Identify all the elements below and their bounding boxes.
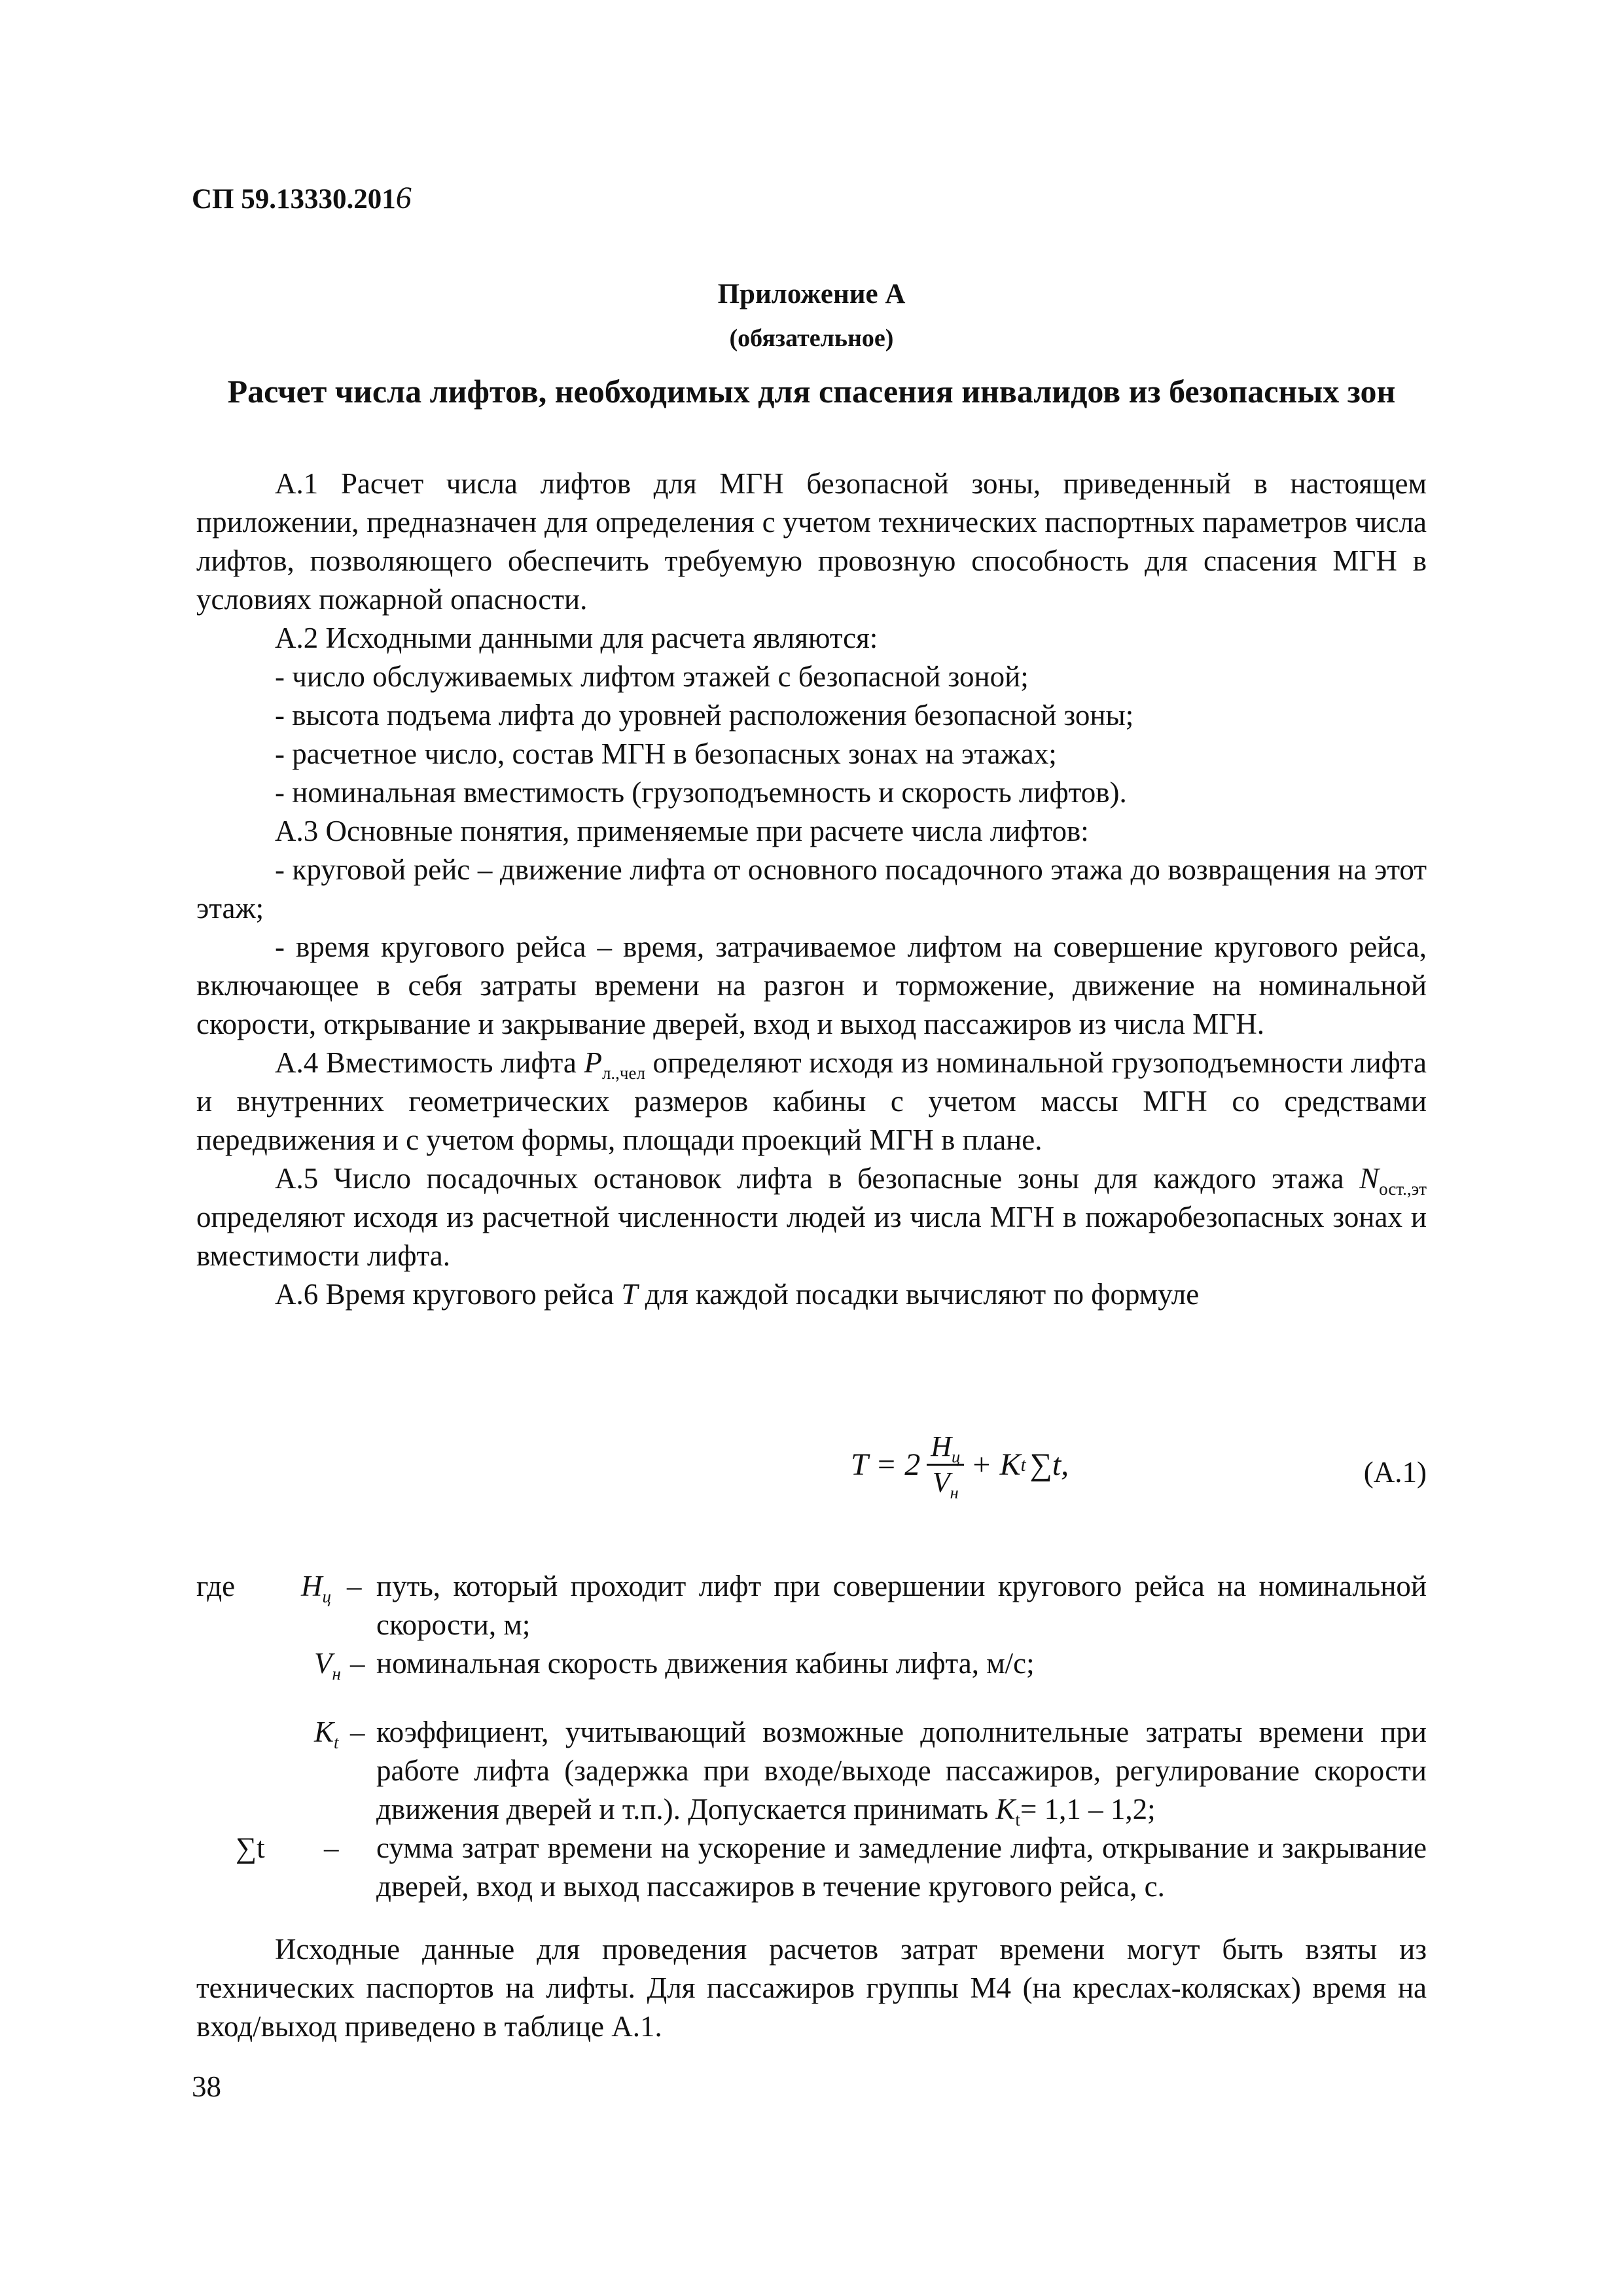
formula-number: (А.1) [1363,1456,1427,1489]
paragraph-a5 [196,1159,1427,1275]
paragraph-a1: А.1 Расчет числа лифтов для МГН безопасной зоны, приведенный в настоящем приложении, предназначен для определения с учетом технических паспортных параметров числа лифтов, позволяющего обеспечить требуемую провозную способность для спасения МГН в условиях пожарной опасности. [196,467,1427,616]
definitions-list [196,1567,1427,1906]
paragraph-a3: А.3 Основные понятия, применяемые при расчете числа лифтов: [275,815,1089,847]
closing-paragraph-block [196,1930,1427,2046]
formula-numerator-symbol: H [931,1430,952,1462]
definition-dash: – [324,1831,339,1864]
appendix-title: Приложение А [717,279,906,309]
spacer [196,1683,1427,1713]
symbol-p: P [584,1046,602,1079]
paragraph-a4 [196,1044,1427,1159]
closing-paragraph: Исходные данные для проведения расчетов затрат времени могут быть взяты из технических паспортов на лифты. Для пассажиров группы М4 (на креслах-колясках) время на вход/выход приведено в таблице А.1. [196,1933,1427,2043]
paragraph-a6 [196,1275,1427,1314]
definition-symbol-subscript: ц [322,1587,331,1606]
definition-dash: – [350,1647,365,1680]
formula-fraction [927,1430,964,1500]
definition-symbol-main: V [314,1647,332,1680]
definition-item [196,1713,1427,1829]
paragraph-a5-start: А.5 Число посадочных остановок лифта в безопасные зоны для каждого этажа [275,1162,1360,1195]
definition-symbol-main: H [301,1570,323,1602]
formula-numerator-subscript: ц [952,1446,961,1466]
formula-rhs: + K [971,1447,1021,1482]
definition-text: сумма затрат времени на ускорение и замедление лифта, открывание и закрывание дверей, вход и выход пассажиров в течение кругового рейса, с. [376,1831,1427,1903]
formula-denominator [929,1466,963,1500]
definition-text: номинальная скорость движения кабины лифта, м/с; [376,1647,1035,1680]
where-label: где [196,1570,236,1602]
paragraph-a6-end: для каждой посадки вычисляют по формуле [637,1278,1200,1311]
document-code-handwritten-digit: 6 [395,181,412,215]
paragraph-a4-start: А.4 Вместимость лифта [275,1046,584,1079]
definition-inline-symbol: K [995,1793,1016,1826]
definition-symbol [301,1567,331,1606]
symbol-n: N [1359,1162,1380,1195]
definition-symbol [314,1644,341,1683]
page-number: 38 [192,2070,221,2103]
definition-dash: – [347,1570,362,1602]
definition-item [196,1567,1427,1644]
paragraph-a6-start: А.6 Время кругового рейса [275,1278,622,1311]
paragraph-a5-end: определяют исходя из расчетной численности людей из числа МГН в пожаробезопасных зонах и вместимости лифта. [196,1201,1427,1272]
formula-lhs: T = 2 [851,1447,921,1482]
formula-denominator-subscript: н [950,1482,959,1502]
definition-symbol [236,1829,265,1867]
definition-text-end: = 1,1 – 1,2; [1020,1793,1156,1826]
list-item: - номинальная вместимость (грузоподъемность и скорость лифтов). [275,776,1127,809]
document-code [192,179,412,219]
list-item: - число обслуживаемых лифтом этажей с безопасной зоной; [275,660,1029,693]
definition-item [196,1644,1427,1683]
definition-text: путь, который проходит лифт при совершении кругового рейса на номинальной скорости, м; [376,1570,1427,1641]
paragraph-a4-end: определяют исходя из номинальной грузоподъемности лифта и внутренних геометрических размеров кабины с учетом массы МГН со средствами передвижения и с учетом формы, площади проекций МГН в плане. [196,1046,1427,1156]
definition-symbol-subscript: t [334,1733,339,1752]
definition-symbol-subscript: н [332,1664,341,1684]
formula-expression: T = 2 $\frac{H_ц}{V_н}$ + K t ∑t, [851,1430,1069,1502]
list-item: - высота подъема лифта до уровней расположения безопасной зоны; [275,699,1134,732]
definition-symbol-main: K [314,1716,334,1748]
formula-tail: ∑t, [1029,1447,1069,1482]
section-heading: Расчет числа лифтов, необходимых для спасения инвалидов из безопасных зон [227,373,1396,410]
list-item: - круговой рейс – движение лифта от основного посадочного этажа до возвращения на этот этаж; [196,853,1427,925]
definition-dash: – [350,1716,365,1748]
list-item: - расчетное число, состав МГН в безопасных зонах на этажах; [275,737,1057,770]
definition-symbol-main: ∑t [236,1831,265,1864]
body-text [196,465,1427,1314]
definition-inline-subscript: t [1015,1810,1020,1829]
appendix-subtitle: (обязательное) [729,325,894,352]
document-code-text: СП 59.13330.201 [192,184,396,215]
definition-symbol [314,1713,339,1752]
formula-numerator [927,1430,964,1466]
definition-item [196,1829,1427,1906]
formula-a1 [196,1417,1427,1521]
list-item: - время кругового рейса – время, затрачиваемое лифтом на совершение кругового рейса, включающее в себя затраты времени на разгон и торможение, движение на номинальной скорости, открывание и закрывание дверей, вход и выход пассажиров из числа МГН. [196,930,1427,1040]
symbol-t: T [621,1278,638,1311]
definition-text-start: коэффициент, учитывающий возможные дополнительные затраты времени при работе лифта (задержка при входе/выходе пассажиров, регулирование скорости движения дверей и т.п.). Допускается принимать [376,1716,1427,1826]
paragraph-a2: А.2 Исходными данными для расчета являются: [275,622,878,654]
symbol-n-subscript: ост.,эт [1379,1179,1427,1199]
definition-text [376,1713,1427,1829]
formula-denominator-symbol: V [932,1466,950,1498]
symbol-p-subscript: л.,чел [601,1063,645,1083]
